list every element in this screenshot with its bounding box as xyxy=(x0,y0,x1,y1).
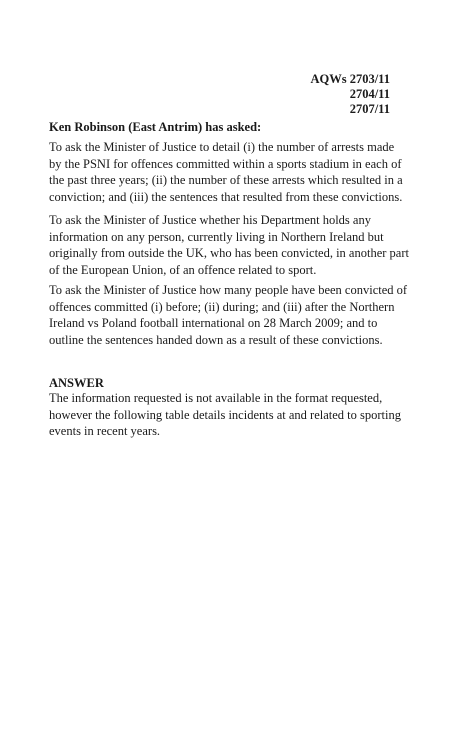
asker-heading: Ken Robinson (East Antrim) has asked: xyxy=(49,120,262,134)
question-references xyxy=(310,72,390,117)
question-reference: AQWs 2703/11 xyxy=(310,72,390,86)
question-paragraph: To ask the Minister of Justice to detail (i) the number of arrests made by the PSNI for offences committed within a sports stadium in each of the past three years; (ii) the number of these arrests which resulted in a conviction; and (iii) the sentences that resulted from these convictions. xyxy=(49,140,403,204)
answer-paragraph: The information requested is not available in the format requested, however the following table details incidents at and related to sporting events in recent years. xyxy=(49,391,401,438)
answer-heading: ANSWER xyxy=(49,376,104,390)
question-paragraph: To ask the Minister of Justice how many people have been convicted of offences committed (i) before; (ii) during; and (iii) after the Northern Ireland vs Poland football international on 28 March 2009; and to outline the sentences handed down as a result of these convictions. xyxy=(49,283,408,347)
question-reference: 2707/11 xyxy=(349,102,390,116)
question-reference: 2704/11 xyxy=(349,87,390,101)
question-paragraph: To ask the Minister of Justice whether his Department holds any information on any person, currently living in Northern Ireland but originally from outside the UK, who has been convicted, in another part of the European Union, of an offence related to sport. xyxy=(49,213,409,277)
